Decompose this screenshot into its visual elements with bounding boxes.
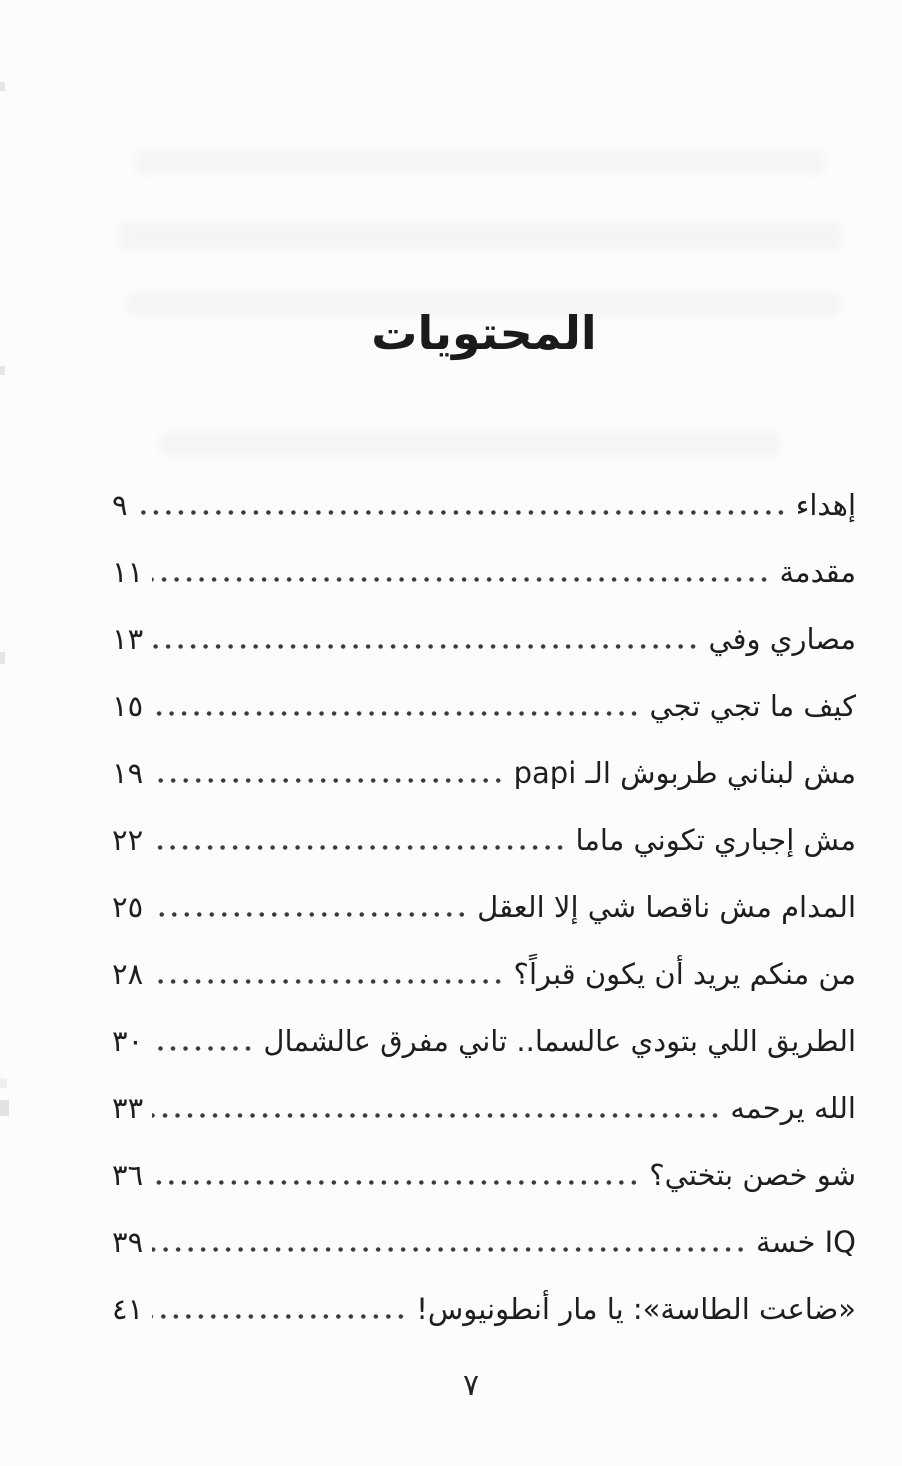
dot-leader xyxy=(152,1113,721,1118)
toc-entry-page: ٣٩ xyxy=(112,1225,144,1259)
dot-leader xyxy=(152,1247,747,1252)
scan-artifact xyxy=(118,222,843,250)
toc-entry-page: ٩ xyxy=(112,488,128,522)
toc-entry xyxy=(112,1209,856,1276)
toc-entry-page: ٢٨ xyxy=(112,957,144,991)
toc-entry-title: الطريق اللي بتودي عالسما.. تاني مفرق عالشمال xyxy=(263,1024,856,1058)
toc-entry-title: شو خصن بتختي؟ xyxy=(649,1158,856,1192)
toc-entry xyxy=(112,1276,856,1343)
toc-entry xyxy=(112,1142,856,1209)
dot-leader xyxy=(152,912,468,917)
toc-entry xyxy=(112,472,856,539)
toc-entry xyxy=(112,1008,856,1075)
toc-entry-title: مش لبناني طربوش الـ papi xyxy=(513,756,856,790)
toc-entry xyxy=(112,874,856,941)
scan-artifact xyxy=(0,1100,9,1116)
toc-entry-title: الله يرحمه xyxy=(730,1091,856,1125)
page-title: المحتويات xyxy=(371,306,597,360)
dot-leader xyxy=(152,577,770,582)
toc-entry-page: ٤١ xyxy=(112,1292,144,1326)
toc-entry-title: إهداء xyxy=(795,488,856,522)
toc-entry-page: ٣٠ xyxy=(112,1024,144,1058)
toc-entry-page: ٣٣ xyxy=(112,1091,144,1125)
table-of-contents xyxy=(112,472,856,1343)
toc-entry-title: مقدمة xyxy=(779,555,856,589)
dot-leader xyxy=(152,845,566,850)
toc-entry xyxy=(112,941,856,1008)
scan-artifact xyxy=(0,1078,7,1088)
toc-entry-page: ٢٢ xyxy=(112,823,144,857)
dot-leader xyxy=(152,1046,254,1051)
dot-leader xyxy=(152,778,504,783)
toc-entry-title: مصاري وفي xyxy=(708,622,856,656)
dot-leader xyxy=(152,1180,640,1185)
toc-entry-title: IQ خسة xyxy=(756,1225,856,1259)
dot-leader xyxy=(152,979,504,984)
toc-entry xyxy=(112,606,856,673)
toc-entry xyxy=(112,539,856,606)
toc-entry-page: ١٣ xyxy=(112,622,144,656)
toc-entry xyxy=(112,673,856,740)
page-number: ٧ xyxy=(462,1368,480,1403)
dot-leader xyxy=(152,711,640,716)
scan-artifact xyxy=(0,366,5,375)
toc-entry-title: من منكم يريد أن يكون قبراً؟ xyxy=(513,957,856,991)
toc-entry-page: ١١ xyxy=(112,555,144,589)
toc-entry-page: ٣٦ xyxy=(112,1158,144,1192)
toc-entry-page: ١٥ xyxy=(112,689,144,723)
toc-entry xyxy=(112,807,856,874)
dot-leader xyxy=(152,644,699,649)
toc-entry xyxy=(112,740,856,807)
toc-entry-page: ٢٥ xyxy=(112,890,144,924)
scan-artifact xyxy=(160,432,780,456)
toc-entry xyxy=(112,1075,856,1142)
scan-artifact xyxy=(0,82,5,91)
dot-leader xyxy=(137,510,787,515)
toc-entry-title: مش إجباري تكوني ماما xyxy=(575,823,856,857)
toc-entry-title: «ضاعت الطاسة»: يا مار أنطونيوس! xyxy=(416,1292,856,1326)
toc-entry-page: ١٩ xyxy=(112,756,144,790)
toc-entry-title: المدام مش ناقصا شي إلا العقل xyxy=(477,890,856,924)
dot-leader xyxy=(152,1314,407,1319)
scan-artifact xyxy=(135,150,825,174)
toc-entry-title: كيف ما تجي تجي xyxy=(649,689,856,723)
scan-artifact xyxy=(0,652,5,664)
